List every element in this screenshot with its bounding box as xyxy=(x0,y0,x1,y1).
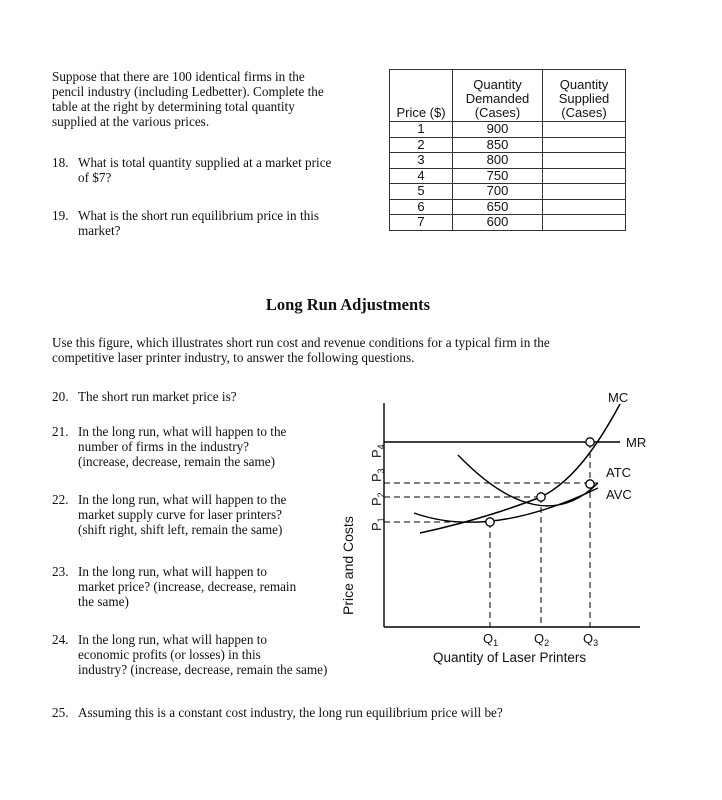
question-number: 22. xyxy=(52,492,69,507)
question-line: In the long run, what will happen to the xyxy=(78,492,287,507)
mr-label: MR xyxy=(626,435,647,450)
question-line: market? xyxy=(78,223,121,238)
cell-demanded: 600 xyxy=(453,215,543,231)
x-axis-label: Quantity of Laser Printers xyxy=(433,650,587,665)
avc-label: AVC xyxy=(606,487,632,502)
mc-label: MC xyxy=(608,390,629,405)
price-label-p1: $P_1$ xyxy=(369,517,386,531)
section-intro-line: Use this figure, which illustrates short run cost and revenue conditions for a typical firm in the xyxy=(52,335,550,350)
question-number: 25. xyxy=(52,705,69,720)
intro-line: pencil industry (including Ledbetter). Complete the xyxy=(52,84,324,99)
question-line: In the long run, what will happen to xyxy=(78,564,267,579)
question-line: market price? (increase, decrease, remain xyxy=(78,579,297,594)
question-line: industry? (increase, decrease, remain the same) xyxy=(78,662,328,677)
cell-demanded: 650 xyxy=(453,199,543,215)
intro-line: table at the right by determining total quantity xyxy=(52,99,295,114)
cell-price: 4 xyxy=(390,168,453,184)
quantity-label-q3: $Q_3$ xyxy=(583,631,599,648)
question-line: What is the short run equilibrium price in this xyxy=(78,208,319,223)
price-label-p2: $P_2$ xyxy=(369,492,386,506)
point-q1 xyxy=(486,518,494,526)
intro-line: Suppose that there are 100 identical firms in the xyxy=(52,69,305,84)
question-line: Assuming this is a constant cost industry, the long run equilibrium price will be? xyxy=(78,705,503,720)
question-line: economic profits (or losses) in this xyxy=(78,647,261,662)
point-q3-atc xyxy=(586,480,594,488)
question-line: the same) xyxy=(78,594,129,609)
question-number: 20. xyxy=(52,389,69,404)
question-line: (shift right, shift left, remain the same) xyxy=(78,522,283,537)
question-line: What is total quantity supplied at a market price xyxy=(78,155,332,170)
cell-price: 1 xyxy=(390,122,453,138)
question-line: In the long run, what will happen to xyxy=(78,632,267,647)
point-q2 xyxy=(537,493,545,501)
price-label-p3: $P_3$ xyxy=(369,468,386,482)
question-number: 18. xyxy=(52,155,69,170)
question-line: (increase, decrease, remain the same) xyxy=(78,454,275,469)
question-line: The short run market price is? xyxy=(78,389,237,404)
cell-price: 3 xyxy=(390,153,453,169)
section-heading: Long Run Adjustments xyxy=(265,295,431,314)
section-intro-line: competitive laser printer industry, to answer the following questions. xyxy=(52,350,415,365)
cell-demanded: 700 xyxy=(453,184,543,200)
question-number: 23. xyxy=(52,564,69,579)
question-line: number of firms in the industry? xyxy=(78,439,250,454)
cell-demanded: 850 xyxy=(453,137,543,153)
quantity-label-q1: $Q_1$ xyxy=(483,631,499,648)
question-line: market supply curve for laser printers? xyxy=(78,507,282,522)
question-line: In the long run, what will happen to the xyxy=(78,424,287,439)
header-price: Price ($) xyxy=(390,70,453,122)
question-number: 19. xyxy=(52,208,69,223)
question-line: of $7? xyxy=(78,170,112,185)
quantity-label-q2: $Q_2$ xyxy=(534,631,550,648)
cell-price: 2 xyxy=(390,137,453,153)
cell-demanded: 800 xyxy=(453,153,543,169)
price-label-p4: $P_4$ xyxy=(369,444,386,458)
header-quantity-supplied: Quantity Supplied (Cases) xyxy=(543,70,626,122)
question-number: 24. xyxy=(52,632,69,647)
point-q3-mr xyxy=(586,438,594,446)
question-number: 21. xyxy=(52,424,69,439)
cell-demanded: 900 xyxy=(453,122,543,138)
cell-price: 6 xyxy=(390,199,453,215)
cell-price: 7 xyxy=(390,215,453,231)
intro-line: supplied at the various prices. xyxy=(52,114,210,129)
cell-demanded: 750 xyxy=(453,168,543,184)
y-axis-label: Price and Costs xyxy=(340,516,356,615)
atc-label: ATC xyxy=(606,465,632,480)
header-quantity-demanded: Quantity Demanded (Cases) xyxy=(453,70,543,122)
cell-price: 5 xyxy=(390,184,453,200)
